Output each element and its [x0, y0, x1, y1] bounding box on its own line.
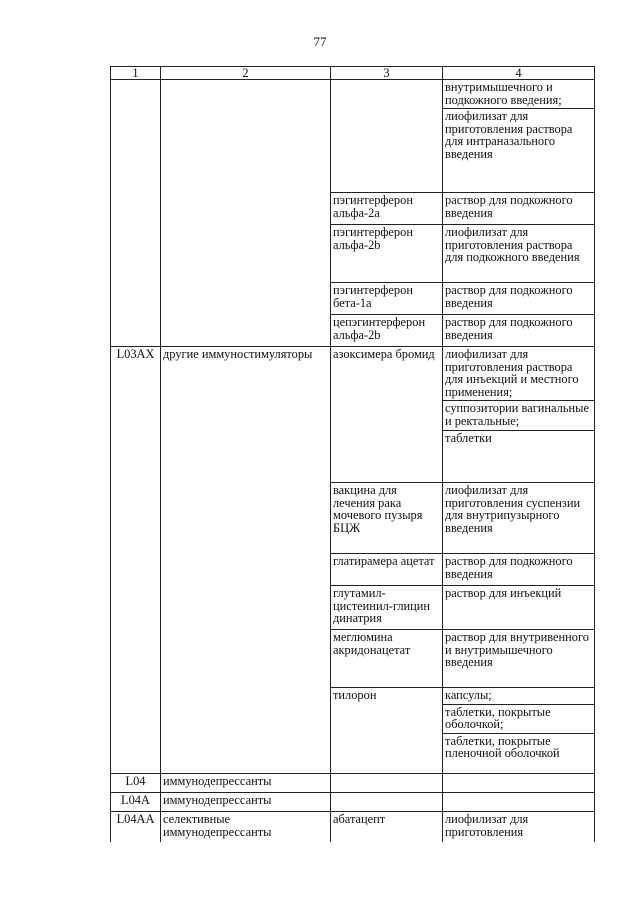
table-row [111, 774, 595, 793]
dosage-form-cell: раствор для подкожного введения [443, 315, 595, 347]
atc-code-cell [111, 80, 161, 347]
dosage-form: внутримышечного и подкожного введения; [445, 80, 562, 107]
inn-cell: вакцина для лечения рака мочевого пузыря БЦЖ [331, 483, 443, 554]
header-col-4: 4 [443, 67, 595, 80]
dosage-form: таблетки [443, 430, 594, 447]
dosage-form: лиофилизат для приготовления раствора для инъекций и местного применения; [445, 347, 579, 399]
inn-cell: тилорон [331, 688, 443, 774]
dosage-form-cell [443, 347, 595, 483]
inn-cell [331, 80, 443, 193]
group-name-cell: иммунодепрессанты [161, 774, 331, 793]
page-number: 77 [313, 34, 327, 49]
table-header-row [111, 67, 595, 80]
inn-cell: абатацепт [331, 812, 443, 842]
group-name-cell: другие иммуностимуляторы [161, 347, 331, 774]
dosage-form-cell [443, 80, 595, 193]
dosage-form-cell: раствор для инъекций [443, 586, 595, 630]
inn-cell: пэгинтерферон альфа-2b [331, 225, 443, 283]
dosage-form-cell [443, 774, 595, 793]
dosage-form-cell: раствор для подкожного введения [443, 193, 595, 225]
dosage-form: таблетки, покрытые пленочной оболочкой [443, 733, 594, 762]
dosage-form: капсулы; [445, 688, 492, 702]
dosage-form-cell: лиофилизат для приготовления раствора для подкожного введения [443, 225, 595, 283]
medication-table [110, 66, 595, 842]
dosage-form-cell: лиофилизат для приготовления суспензии для внутрипузырного введения [443, 483, 595, 554]
atc-code-cell: L04 [111, 774, 161, 793]
dosage-form: таблетки, покрытые оболочкой; [443, 704, 594, 733]
header-col-3: 3 [331, 67, 443, 80]
inn-cell: глатирамера ацетат [331, 554, 443, 586]
atc-code-cell: L03AX [111, 347, 161, 774]
inn-cell: азоксимера бромид [331, 347, 443, 483]
dosage-form-cell: раствор для подкожного введения [443, 554, 595, 586]
dosage-form-cell [443, 793, 595, 812]
atc-code-cell: L04A [111, 793, 161, 812]
inn-cell: пэгинтерферон бета-1а [331, 283, 443, 315]
dosage-form-cell: раствор для подкожного введения [443, 283, 595, 315]
table-row [111, 80, 595, 193]
dosage-form: лиофилизат для приготовления раствора для интраназального введения [443, 108, 594, 162]
header-col-2: 2 [161, 67, 331, 80]
table-row [111, 347, 595, 483]
inn-cell: глутамил-цистеинил-глицин динатрия [331, 586, 443, 630]
header-col-1: 1 [111, 67, 161, 80]
group-name-cell: селективные иммунодепрессанты [161, 812, 331, 842]
dosage-form-cell: лиофилизат для приготовления [443, 812, 595, 842]
inn-cell [331, 774, 443, 793]
group-name-cell [161, 80, 331, 347]
inn-cell: меглюмина акридонацетат [331, 630, 443, 688]
inn-cell [331, 793, 443, 812]
inn-cell: пэгинтерферон альфа-2а [331, 193, 443, 225]
table-row [111, 812, 595, 842]
group-name-cell: иммунодепрессанты [161, 793, 331, 812]
dosage-form: суппозитории вагинальные и ректальные; [443, 400, 594, 429]
atc-code-cell: L04AA [111, 812, 161, 842]
table-row [111, 793, 595, 812]
inn-cell: цепэгинтерферон альфа-2b [331, 315, 443, 347]
dosage-form-cell: раствор для внутривенного и внутримышечного введения [443, 630, 595, 688]
dosage-form-cell [443, 688, 595, 774]
